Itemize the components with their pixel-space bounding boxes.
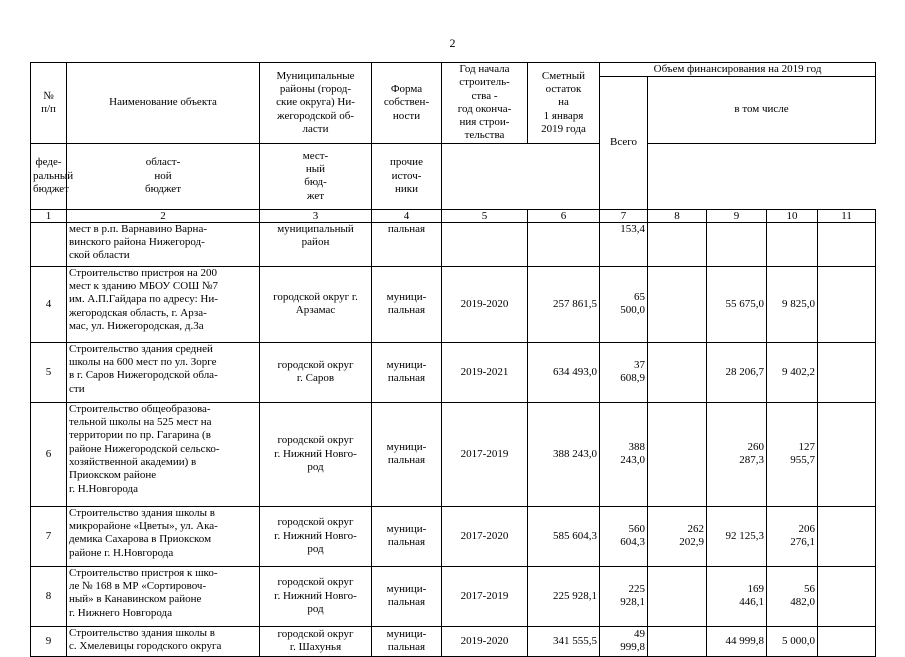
regional-cell: 28 206,7 [707, 342, 767, 402]
federal-cell: 262 202,9 [648, 506, 707, 566]
federal-cell [648, 566, 707, 626]
federal-cell [648, 266, 707, 342]
table-row [31, 566, 876, 626]
table-row [31, 342, 876, 402]
ownership-cell: муници- пальная [372, 626, 442, 656]
district-cell: городской округ г. Саров [260, 342, 372, 402]
row-number: 7 [31, 506, 67, 566]
local-cell [767, 222, 818, 266]
district-cell: городской округ г. Нижний Новго- род [260, 506, 372, 566]
object-name: Строительство здания школы в микрорайоне «Цветы», ул. Ака- демика Сахарова в Приокском районе г. Н.Новгорода [67, 506, 260, 566]
total-cell: 388 243,0 [600, 402, 648, 506]
remaining-cell: 341 555,5 [528, 626, 600, 656]
total-cell: 225 928,1 [600, 566, 648, 626]
other-cell [818, 626, 876, 656]
header-total: Всего [600, 77, 648, 209]
header-remaining: Сметный остаток на 1 января 2019 года [528, 63, 600, 144]
ownership-cell: муници- пальная [372, 342, 442, 402]
header-num: № п/п [31, 63, 67, 144]
other-cell [818, 506, 876, 566]
ownership-cell: муници- пальная [372, 266, 442, 342]
remaining-cell [528, 222, 600, 266]
local-cell: 206 276,1 [767, 506, 818, 566]
row-number: 4 [31, 266, 67, 342]
header-name: Наименование объекта [67, 63, 260, 144]
object-name: Строительство пристроя на 200 мест к зданию МБОУ СОШ №7 им. А.П.Гайдара по адресу: Ни- жегородская область, г. Арза- мас, ул. Нижегородская, д.3а [67, 266, 260, 342]
other-cell [818, 266, 876, 342]
federal-cell [648, 222, 707, 266]
header-years: Год начала строитель- ства - год оконча- ния строи- тельства [442, 63, 528, 144]
table-row [31, 222, 876, 266]
ownership-cell: муници- пальная [372, 566, 442, 626]
row-number: 6 [31, 402, 67, 506]
header-other: прочие источ- ники [372, 143, 442, 209]
remaining-cell: 634 493,0 [528, 342, 600, 402]
regional-cell: 260 287,3 [707, 402, 767, 506]
federal-cell [648, 342, 707, 402]
column-number: 10 [767, 209, 818, 222]
column-number: 3 [260, 209, 372, 222]
years-cell: 2017-2019 [442, 566, 528, 626]
years-cell: 2019-2020 [442, 266, 528, 342]
federal-cell [648, 402, 707, 506]
remaining-cell: 388 243,0 [528, 402, 600, 506]
header-ownership: Форма собствен- ности [372, 63, 442, 144]
other-cell [818, 342, 876, 402]
ownership-cell: пальная [372, 222, 442, 266]
years-cell: 2017-2019 [442, 402, 528, 506]
table-row [31, 626, 876, 656]
local-cell: 56 482,0 [767, 566, 818, 626]
years-cell [442, 222, 528, 266]
total-cell: 65 500,0 [600, 266, 648, 342]
column-number: 1 [31, 209, 67, 222]
header-federal: феде- ральный бюджет [31, 143, 67, 209]
regional-cell: 55 675,0 [707, 266, 767, 342]
local-cell: 9 402,2 [767, 342, 818, 402]
ownership-cell: муници- пальная [372, 402, 442, 506]
table-row [31, 506, 876, 566]
local-cell: 9 825,0 [767, 266, 818, 342]
page-number: 2 [449, 36, 456, 50]
object-name: мест в р.п. Варнавино Варна- винского района Нижегород- ской области [67, 222, 260, 266]
district-cell: городской округ г. Арзамас [260, 266, 372, 342]
column-number: 7 [600, 209, 648, 222]
local-cell: 5 000,0 [767, 626, 818, 656]
header-including: в том числе [648, 77, 876, 143]
local-cell: 127 955,7 [767, 402, 818, 506]
object-name: Строительство здания средней школы на 600 мест по ул. Зорге в г. Саров Нижегородской обла- сти [67, 342, 260, 402]
column-number: 4 [372, 209, 442, 222]
total-cell: 153,4 [600, 222, 648, 266]
object-name: Строительство общеобразова- тельной школы на 525 мест на территории по пр. Гагарина (в районе Нижегородской сельско- хозяйственной академии) в Приокском районе г. Н.Новгорода [67, 402, 260, 506]
district-cell: городской округ г. Шахунья [260, 626, 372, 656]
header-financing: Объем финансирования на 2019 год [600, 63, 876, 77]
remaining-cell: 585 604,3 [528, 506, 600, 566]
table-row [31, 402, 876, 506]
table-row [31, 266, 876, 342]
district-cell: муниципальный район [260, 222, 372, 266]
header-local: мест- ный бюд- жет [260, 143, 372, 209]
years-cell: 2019-2021 [442, 342, 528, 402]
years-cell: 2017-2020 [442, 506, 528, 566]
other-cell [818, 402, 876, 506]
row-number: 9 [31, 626, 67, 656]
remaining-cell: 225 928,1 [528, 566, 600, 626]
object-name: Строительство пристроя к шко- ле № 168 в МР «Сортировоч- ный» в Канавинском районе г. Нижнего Новгорода [67, 566, 260, 626]
column-number: 9 [707, 209, 767, 222]
regional-cell: 92 125,3 [707, 506, 767, 566]
column-number: 2 [67, 209, 260, 222]
total-cell: 49 999,8 [600, 626, 648, 656]
column-number: 8 [648, 209, 707, 222]
column-number: 6 [528, 209, 600, 222]
row-number [31, 222, 67, 266]
header-regional: област- ной бюджет [67, 143, 260, 209]
other-cell [818, 222, 876, 266]
column-number-row [31, 209, 876, 222]
remaining-cell: 257 861,5 [528, 266, 600, 342]
district-cell: городской округ г. Нижний Новго- род [260, 402, 372, 506]
years-cell: 2019-2020 [442, 626, 528, 656]
regional-cell: 169 446,1 [707, 566, 767, 626]
regional-cell: 44 999,8 [707, 626, 767, 656]
object-name: Строительство здания школы в с. Хмелевицы городского округа [67, 626, 260, 656]
row-number: 5 [31, 342, 67, 402]
ownership-cell: муници- пальная [372, 506, 442, 566]
header-district: Муниципальные районы (город- ские округа) Ни- жегородской об- ласти [260, 63, 372, 144]
regional-cell [707, 222, 767, 266]
row-number: 8 [31, 566, 67, 626]
column-number: 11 [818, 209, 876, 222]
federal-cell [648, 626, 707, 656]
construction-financing-table [30, 62, 876, 657]
total-cell: 560 604,3 [600, 506, 648, 566]
district-cell: городской округ г. Нижний Новго- род [260, 566, 372, 626]
column-number: 5 [442, 209, 528, 222]
total-cell: 37 608,9 [600, 342, 648, 402]
other-cell [818, 566, 876, 626]
